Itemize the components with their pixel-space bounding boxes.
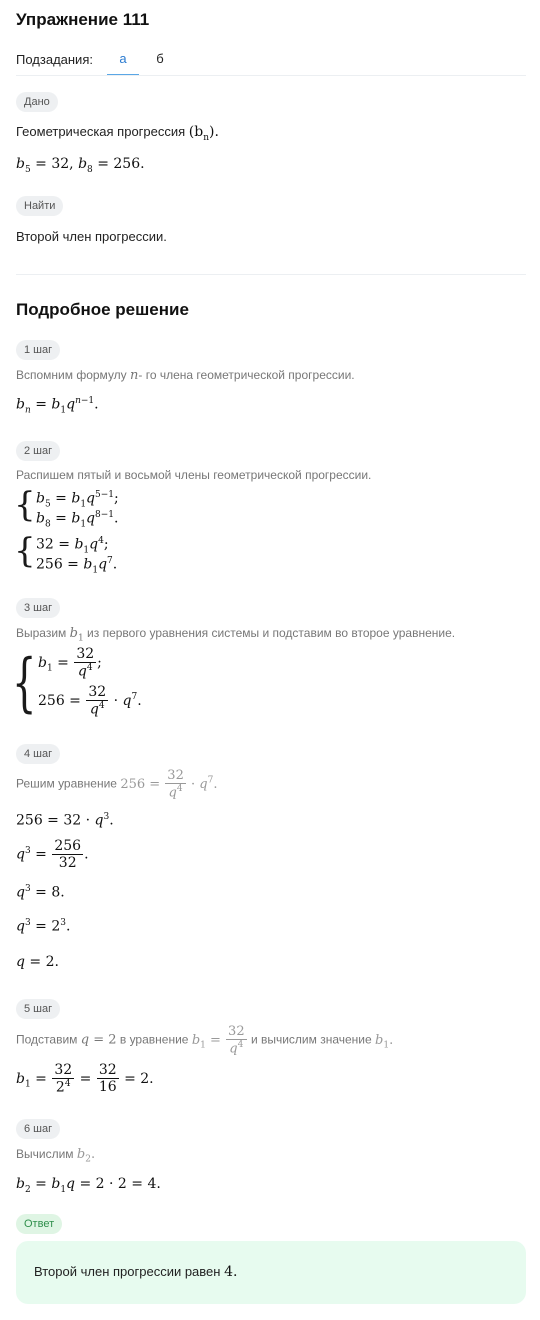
system-brace-2: {: [14, 531, 36, 571]
step-4-eq-4: $q^3 = 2^3$.: [16, 918, 71, 935]
given-sequence: $(b_n)$.: [188, 124, 219, 143]
step-4-eq-1: $256 = 32 \cdot q^3$.: [16, 812, 114, 829]
step-2-eq-3: $32 = b_1q^4$;: [36, 536, 109, 556]
step-6-eq: $b_2 = b_1q = 2 \cdot 2 = 4$.: [16, 1176, 161, 1195]
tabs-divider: [16, 75, 526, 76]
step-6-badge: 6 шаг: [16, 1119, 60, 1139]
step-3-eq-1: $b_1$ = $\frac{32}{q^4}$ ;: [38, 646, 102, 680]
step-2-eq-4: $256 = b_1q^7$.: [36, 556, 118, 576]
step-2-eq-1: $b_5 = b_1q^{5-1}$;: [36, 490, 119, 510]
given-label: Геометрическая прогрессия: [16, 124, 186, 139]
step-1-badge: 1 шаг: [16, 340, 60, 360]
tab-subtask-b[interactable]: б: [156, 51, 164, 66]
step-3-eq-2: 256 = $\frac{32}{q^4}$ · $q^7$.: [38, 684, 142, 718]
solution-title: Подробное решение: [16, 300, 189, 319]
step-2-eq-2: $b_8 = b_1q^{8-1}$.: [36, 510, 119, 530]
subtasks-label: Подзадания:: [16, 52, 93, 67]
step-5-text: Подставим q = 2 в уравнение $b_1$ = $\frac{32}{q^4}$ и вычислим значение $b_1$.: [16, 1024, 394, 1057]
step-4-eq-5: q = 2.: [16, 954, 59, 970]
section-divider: [16, 274, 526, 275]
find-text: Второй член прогрессии.: [16, 229, 167, 244]
step-4-eq-3: $q^3 = 8$.: [16, 884, 65, 901]
step-2-badge: 2 шаг: [16, 441, 60, 461]
step-5-badge: 5 шаг: [16, 999, 60, 1019]
answer-text: Второй член прогрессии равен 4.: [34, 1264, 238, 1280]
step-1-text: Вспомним формулу n- го члена геометрической прогрессии.: [16, 368, 355, 383]
step-4-eq-2: $q^3$ = $\frac{256}{32}$ .: [16, 838, 89, 871]
answer-badge: Ответ: [16, 1214, 62, 1234]
step-4-badge: 4 шаг: [16, 744, 60, 764]
step-1-formula: $b_n = b_1q^{n-1}$.: [16, 396, 99, 416]
step-3-badge: 3 шаг: [16, 598, 60, 618]
given-badge: Дано: [16, 92, 58, 112]
given-text: [16, 124, 219, 143]
step-3-text: Выразим $b_1$ из первого уравнения системы и подставим во второе уравнение.: [16, 626, 456, 644]
step-4-text: Решим уравнение 256 = $\frac{32}{q^4}$ · $q^7$.: [16, 768, 218, 801]
system-brace-1: {: [14, 485, 36, 525]
tab-subtask-a[interactable]: а: [107, 46, 139, 76]
step-5-eq: $b_1$ = $\frac{32}{2^4}$ = $\frac{32}{16}$ = 2.: [16, 1062, 154, 1096]
find-badge: Найти: [16, 196, 63, 216]
page-title: Упражнение 111: [16, 10, 150, 29]
system-brace-3: {: [12, 646, 37, 720]
given-values: $b_5 = 32$, $b_8 = 256$.: [16, 156, 145, 175]
step-2-text: Распишем пятый и восьмой члены геометрической прогрессии.: [16, 468, 372, 482]
step-6-text: Вычислим $b_2$.: [16, 1147, 96, 1165]
